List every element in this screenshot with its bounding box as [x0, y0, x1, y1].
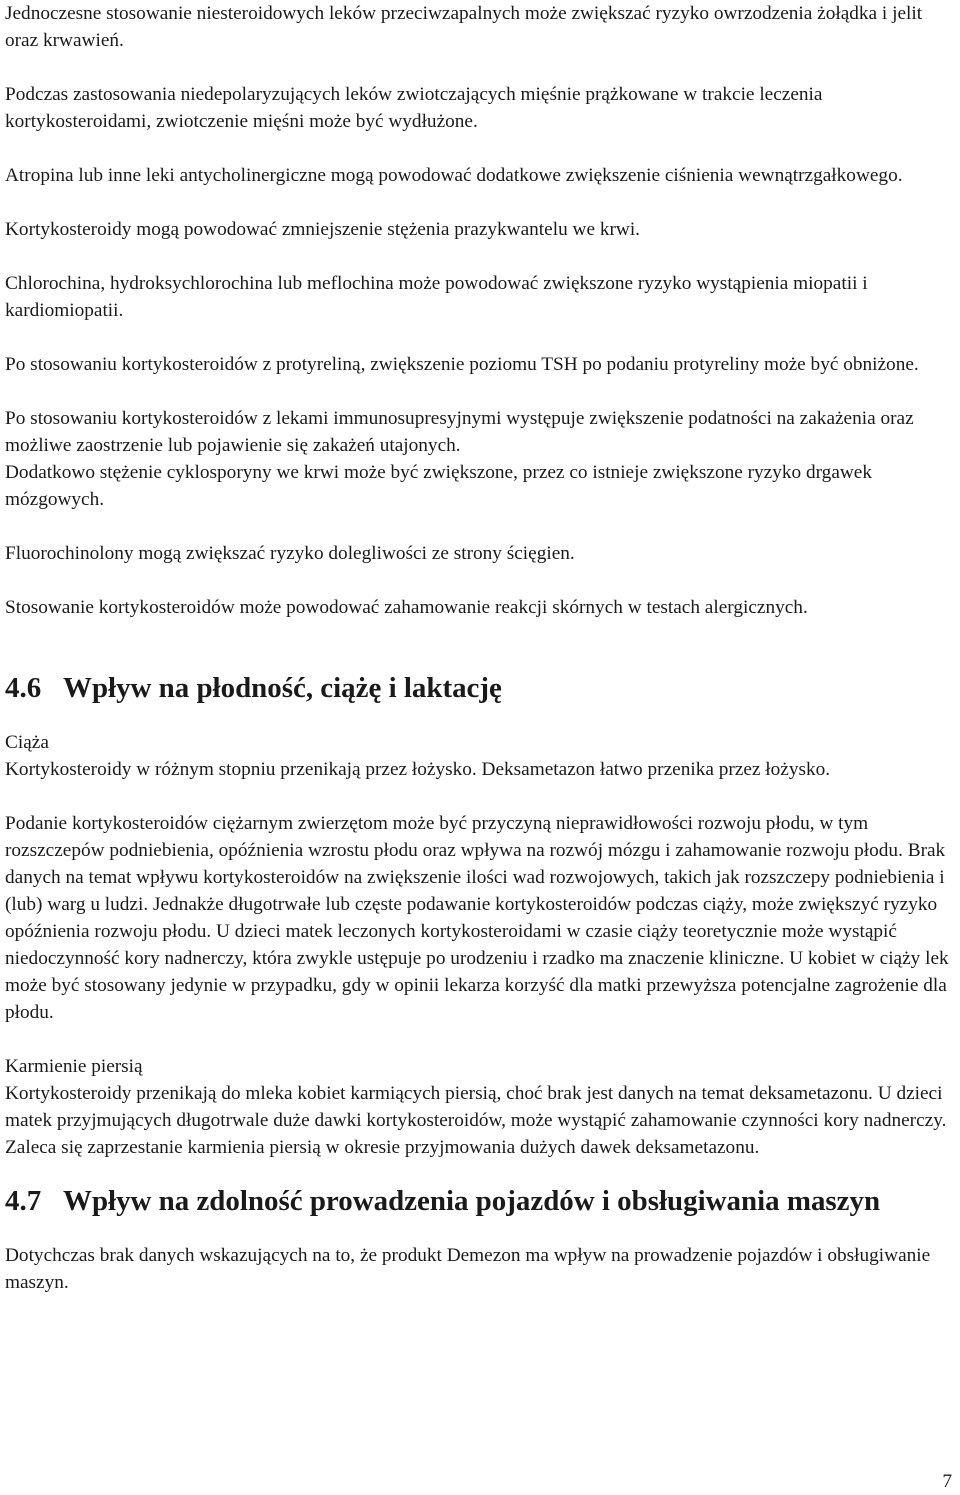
paragraph-nsaids: Jednoczesne stosowanie niesteroidowych leków przeciwzapalnych może zwiększać ryzyko owrzodzenia żołądka i jelit oraz krwawień. — [5, 3, 923, 51]
paragraph-driving: Dotychczas brak danych wskazujących na to, że produkt Demezon ma wpływ na prowadzenie pojazdów i obsługiwanie maszyn. — [5, 1245, 931, 1293]
paragraph-protirelin: Po stosowaniu kortykosteroidów z protyreliną, zwiększenie poziomu TSH po podaniu protyreliny może być obniżone. — [5, 354, 919, 375]
paragraph-skin-tests: Stosowanie kortykosteroidów może powodować zahamowanie reakcji skórnych w testach alergicznych. — [5, 597, 808, 618]
section-heading-4-7 — [5, 1185, 957, 1217]
paragraph-immunosuppressants: Po stosowaniu kortykosteroidów z lekami immunosupresyjnymi występuje zwiększenie podatności na zakażenia oraz możliwe zaostrzenie lub pojawienie się zakażeń utajonych. — [5, 408, 914, 456]
paragraph-praziquantel: Kortykosteroidy mogą powodować zmniejszenie stężenia prazykwantelu we krwi. — [5, 219, 641, 240]
subheading-pregnancy: Ciąża — [5, 732, 49, 753]
section-number: 4.7 — [5, 1185, 42, 1217]
paragraph-cyclosporine: Dodatkowo stężenie cyklosporyny we krwi może być zwiększone, przez co istnieje zwiększone ryzyko drgawek mózgowych. — [5, 462, 872, 510]
section-heading-4-6 — [5, 672, 957, 704]
section-number: 4.6 — [5, 672, 42, 704]
paragraph-atropine: Atropina lub inne leki antycholinergiczne mogą powodować dodatkowe zwiększenie ciśnienia wewnątrzgałkowego. — [5, 165, 903, 186]
paragraph-placenta: Kortykosteroidy w różnym stopniu przenikają przez łożysko. Deksametazon łatwo przenika przez łożysko. — [5, 759, 831, 780]
paragraph-pregnancy-risks: Podanie kortykosteroidów ciężarnym zwierzętom może być przyczyną nieprawidłowości rozwoju płodu, w tym rozszczepów podniebienia, opóźnienia wzrostu płodu oraz wpływa na rozwój mózgu i zahamowanie rozwoju płodu. Brak danych na temat wpływu kortykosteroidów na zwiększenie ilości wad rozwojowych, takich jak rozszczepy podniebienia i (lub) warg u ludzi. Jednakże długotrwałe lub częste podawanie kortykosteroidów podczas ciąży, może zwiększyć ryzyko opóźnienia rozwoju płodu. U dzieci matek leczonych kortykosteroidami w czasie ciąży teoretycznie może wystąpić niedoczynność kory nadnerczy, która zwykle ustępuje po urodzeniu i rzadko ma znaczenie kliniczne. U kobiet w ciąży lek może być stosowany jedynie w przypadku, gdy w opinii lekarza korzyść dla matki przewyższa potencjalne zagrożenie dla płodu. — [5, 813, 949, 1023]
paragraph-fluoroquinolones: Fluorochinolony mogą zwiększać ryzyko dolegliwości ze strony ścięgien. — [5, 543, 575, 564]
paragraph-muscle-relaxants: Podczas zastosowania niedepolaryzujących leków zwiotczających mięśnie prążkowane w trakcie leczenia kortykosteroidami, zwiotczenie mięśni może być wydłużone. — [5, 84, 823, 132]
paragraph-breastfeeding: Kortykosteroidy przenikają do mleka kobiet karmiących piersią, choć brak jest danych na temat deksametazonu. U dzieci matek przyjmujących długotrwale duże dawki kortykosteroidów, może wystąpić zahamowanie czynności kory nadnerczy. Zaleca się zaprzestanie karmienia piersią w okresie przyjmowania dużych dawek deksametazonu. — [5, 1083, 947, 1158]
page-number: 7 — [942, 1471, 952, 1492]
document-page — [5, 0, 957, 1296]
subheading-breastfeeding: Karmienie piersią — [5, 1056, 143, 1077]
paragraph-chloroquine: Chlorochina, hydroksychlorochina lub meflochina może powodować zwiększone ryzyko wystąpienia miopatii i kardiomiopatii. — [5, 273, 868, 321]
section-title: Wpływ na płodność, ciążę i laktację — [63, 672, 502, 704]
section-title: Wpływ na zdolność prowadzenia pojazdów i obsługiwania maszyn — [63, 1185, 881, 1217]
